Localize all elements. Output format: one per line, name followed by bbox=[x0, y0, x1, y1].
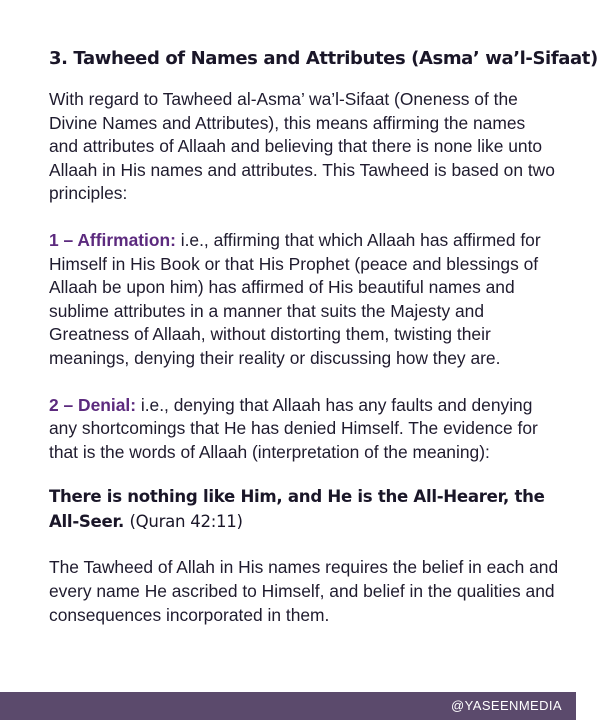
article-body bbox=[49, 46, 598, 650]
principle-affirmation bbox=[49, 229, 559, 371]
denial-label: 2 – Denial: bbox=[49, 394, 136, 415]
intro-paragraph: With regard to Tawheed al-Asma’ wa’l-Sifaat (Oneness of the Divine Names and Attributes), this means affirming the names and attributes of Allaah and believing that there is none like unto Allaah in His names and attributes. This Tawheed is based on two principles: bbox=[49, 89, 555, 204]
denial-text: i.e., denying that Allaah has any faults and denying any shortcomings that He has denied Himself. The evidence for that is the words of Allaah (interpretation of the meaning): bbox=[49, 394, 538, 462]
footer-handle: @YASEENMEDIA bbox=[451, 698, 562, 713]
quote-text: There is nothing like Him, and He is the All-Hearer, the All-Seer. bbox=[49, 487, 545, 532]
principle-denial bbox=[49, 394, 559, 465]
section-heading bbox=[49, 46, 598, 72]
quote-reference: (Quran 42:11) bbox=[129, 512, 243, 532]
affirmation-text: i.e., affirming that which Allaah has affirmed for Himself in His Book or that His Prophet (peace and blessings of Allaah be upon him) has affirmed of His beautiful names and sublime attributes in a manner that suits the Majesty and Greatness of Allaah, without distorting them, twisting their meanings, denying their reality or discussing how they are. bbox=[49, 229, 541, 368]
heading-parenthetical: (Asma’ wa’l-Sifaat) bbox=[411, 48, 598, 69]
heading-main: 3. Tawheed of Names and Attributes bbox=[49, 48, 412, 69]
quran-quote bbox=[49, 484, 559, 534]
conclusion-paragraph: The Tawheed of Allah in His names requires the belief in each and every name He ascribed to Himself, and belief in the qualities and consequences incorporated in them. bbox=[49, 557, 559, 625]
footer-bar bbox=[0, 692, 576, 720]
affirmation-label: 1 – Affirmation: bbox=[49, 229, 176, 250]
